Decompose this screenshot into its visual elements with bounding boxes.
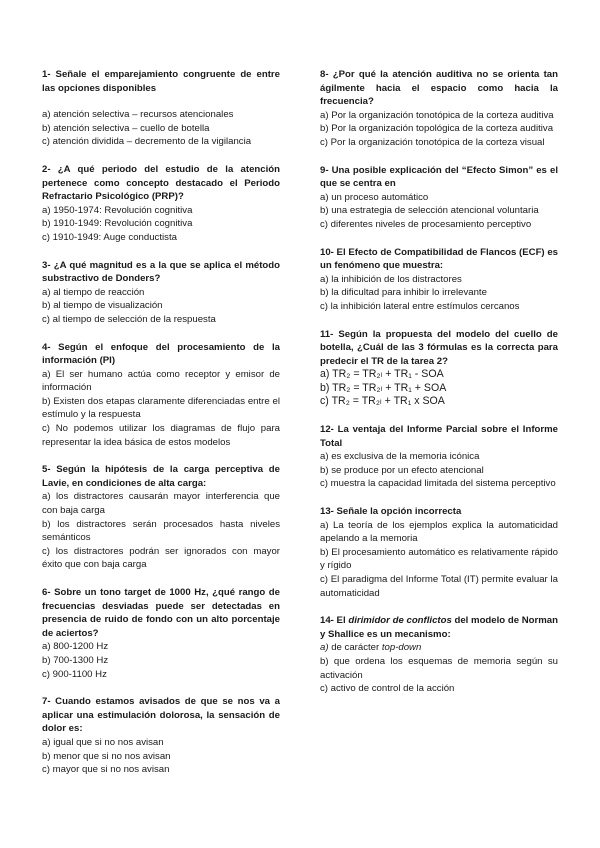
option-a: a) atención selectiva – recursos atencionales (42, 109, 234, 121)
option-a: a) 800-1200 Hz (42, 641, 109, 653)
option-b: b) El procesamiento automático es relativamente rápido y rígido (320, 546, 558, 572)
question-title: 4- Según el enfoque del procesamiento de la información (PI) (42, 341, 280, 367)
question-title: 1- Señale el emparejamiento congruente de entre las opciones disponibles (42, 69, 280, 94)
option-b: b) atención selectiva – cuello de botella (42, 122, 210, 134)
question-title: 10- El Efecto de Compatibilidad de Flancos (ECF) es un fenómeno que muestra: (320, 246, 558, 272)
question-14 (320, 614, 558, 696)
option-a: a) la inhibición de los distractores (320, 273, 462, 285)
option-c: c) Por la organización tonotópica de la corteza visual (320, 136, 545, 148)
option-c: c) activo de control de la acción (320, 683, 455, 695)
option-a: a) es exclusiva de la memoria icónica (320, 451, 480, 463)
option-c: c) al tiempo de selección de la respuesta (42, 313, 216, 325)
question-3 (42, 259, 280, 327)
option-c: c) la inhibición lateral entre estímulos cercanos (320, 300, 520, 312)
option-c: c) muestra la capacidad limitada del sistema perceptivo (320, 478, 556, 490)
right-column (320, 68, 558, 710)
option-c: c) atención dividida – decremento de la vigilancia (42, 136, 252, 148)
option-c: c) El paradigma del Informe Total (IT) permite evaluar la automaticidad (320, 574, 558, 599)
question-1 (42, 68, 280, 149)
question-title: 9- Una posible explicación del “Efecto Simon” es el que se centra en (320, 164, 558, 190)
option-b: b) TR₂ = TR₂ₗ + TR₁ + SOA (320, 381, 447, 394)
option-b: b) al tiempo de visualización (42, 300, 163, 312)
option-a: a) un proceso automático (320, 191, 429, 203)
option-b: b) Existen dos etapas claramente diferenciadas entre el estímulo y la respuesta (42, 395, 280, 421)
option-a-letter: a) de carácter (320, 642, 382, 654)
option-b: b) los distractores serán procesados hasta niveles semánticos (42, 518, 280, 544)
option-b: b) se produce por un efecto atencional (320, 464, 484, 476)
question-10 (320, 246, 558, 314)
option-a (320, 641, 558, 655)
option-a: a) La teoría de los ejemplos explica la automaticidad apelando a la memoria (320, 519, 558, 545)
option-b: b) que ordena los esquemas de memoria según su activación (320, 655, 558, 681)
option-a: a) al tiempo de reacción (42, 286, 145, 298)
title-suffix: del modelo de Norman y Shallice es un mecanismo: (320, 615, 558, 640)
option-a: a) El ser humano actúa como receptor y emisor de información (42, 368, 280, 394)
question-title: 8- ¿Por qué la atención auditiva no se orienta tan ágilmente hacia el espacio como hacia la frecuencia? (320, 69, 558, 108)
question-title: 7- Cuando estamos avisados de que se nos va a aplicar una estimulación dolorosa, la sensación de dolor es: (42, 696, 280, 735)
question-title: 6- Sobre un tono target de 1000 Hz, ¿qué rango de frecuencias desviadas puede ser detectadas en presencia de ruido de fondo con un alto porcentaje de aciertos? (42, 587, 280, 639)
option-c: c) los distractores podrán ser ignorados con mayor éxito que con baja carga (42, 545, 280, 571)
question-title: 5- Según la hipótesis de la carga perceptiva de Lavie, en condiciones de alta carga: (42, 464, 280, 489)
option-a: a) 1950-1974: Revolución cognitiva (42, 204, 193, 216)
question-9 (320, 164, 558, 232)
option-a-italic: top-down (381, 642, 422, 654)
question-11 (320, 328, 558, 410)
question-8 (320, 68, 558, 150)
question-7 (42, 695, 280, 777)
title-italic: dirimidor de conflictos (348, 615, 452, 627)
question-title: 11- Según la propuesta del modelo del cuello de botella, ¿Cuál de las 3 fórmulas es la correcta para predecir el TR de la tarea 2? (320, 328, 558, 367)
question-5 (42, 463, 280, 572)
option-b: b) menor que si no nos avisan (42, 750, 171, 762)
option-c: c) 1910-1949: Auge conductista (42, 231, 177, 243)
option-c: c) TR₂ = TR₂ₗ + TR₁ x SOA (320, 395, 445, 408)
question-2 (42, 163, 280, 245)
option-b: b) una estrategia de selección atencional voluntaria (320, 205, 539, 217)
title-prefix: 14- El (320, 615, 349, 627)
option-b: b) 1910-1949: Revolución cognitiva (42, 218, 193, 230)
question-title (320, 614, 558, 641)
option-c: c) 900-1100 Hz (42, 668, 107, 680)
option-c: c) mayor que si no nos avisan (42, 764, 170, 776)
option-a: a) Por la organización tonotópica de la corteza auditiva (320, 109, 554, 121)
question-title: 3- ¿A qué magnitud es a la que se aplica el método substractivo de Donders? (42, 259, 280, 285)
option-c: c) diferentes niveles de procesamiento perceptivo (320, 218, 532, 230)
option-a: a) igual que si no nos avisan (42, 736, 164, 748)
question-13 (320, 505, 558, 600)
option-a: a) TR₂ = TR₂ₗ + TR₁ - SOA (320, 368, 444, 381)
question-4 (42, 341, 280, 450)
option-c: c) No podemos utilizar los diagramas de flujo para representar la idea básica de estos modelos (42, 423, 280, 448)
question-6 (42, 586, 280, 681)
question-12 (320, 423, 558, 491)
option-b: b) la dificultad para inhibir lo irrelevante (320, 287, 487, 299)
question-title: 2- ¿A qué periodo del estudio de la atención pertenece como concepto destacado el Periodo Refractario Psicológico (PRP)? (42, 163, 280, 203)
question-title: 12- La ventaja del Informe Parcial sobre el Informe Total (320, 424, 558, 449)
left-column (42, 68, 280, 791)
question-title: 13- Señale la opción incorrecta (320, 506, 462, 518)
option-b: b) 700-1300 Hz (42, 654, 109, 666)
option-a: a) los distractores causarán mayor interferencia que con baja carga (42, 491, 280, 517)
option-b: b) Por la organización topológica de la corteza auditiva (320, 123, 554, 135)
